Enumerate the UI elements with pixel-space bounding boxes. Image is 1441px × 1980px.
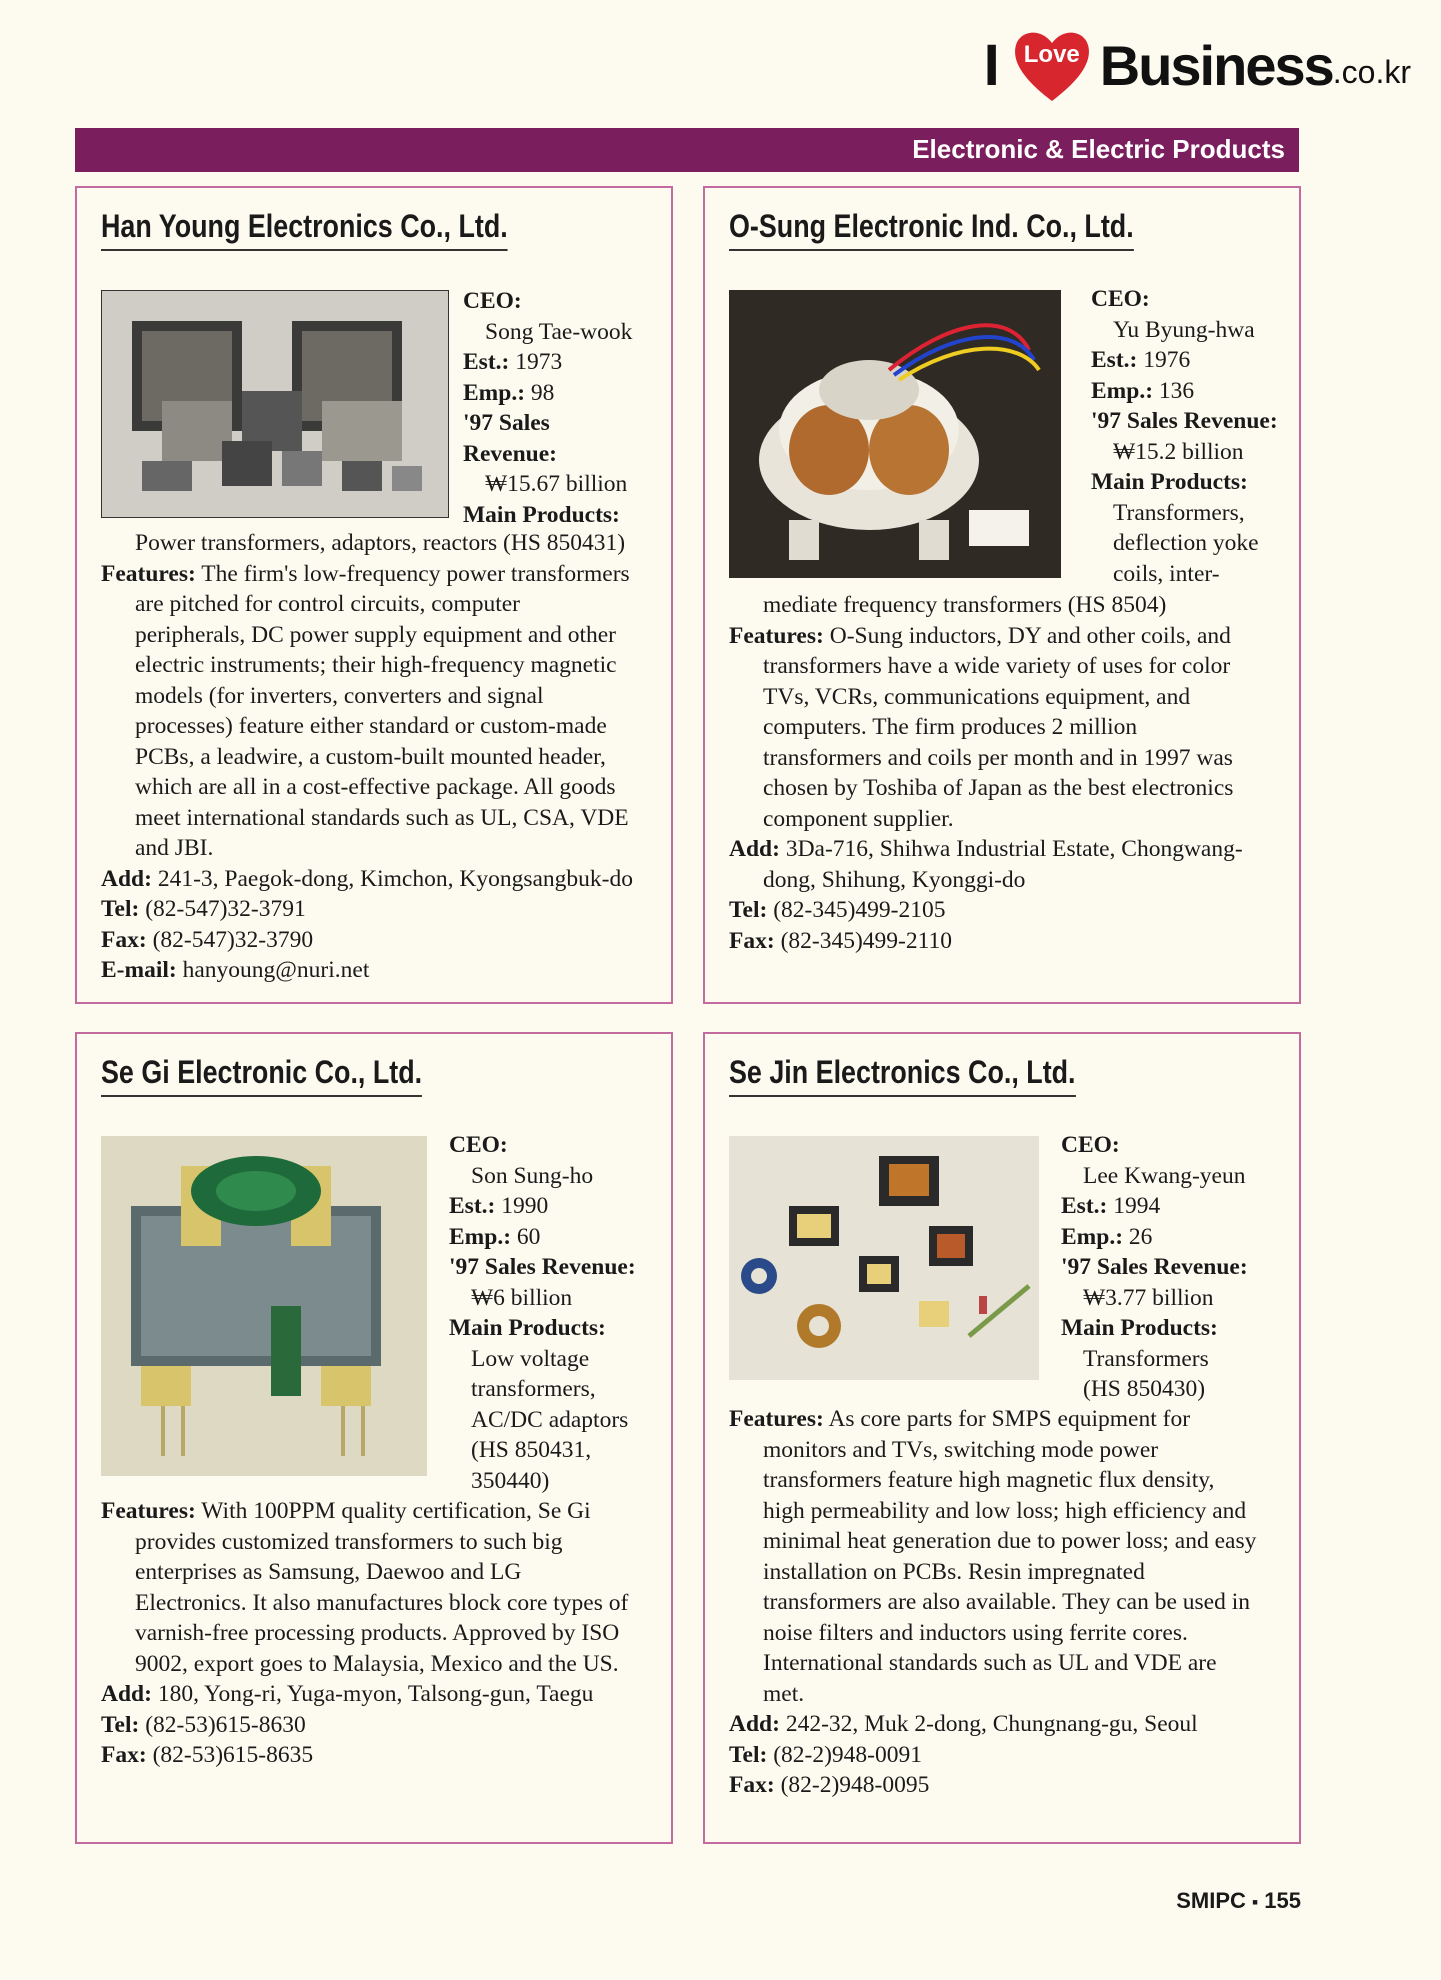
fax-value: (82-547)32-3790 bbox=[152, 926, 314, 953]
revenue-value: ₩15.2 billion bbox=[1113, 438, 1244, 465]
features-line: models (for inverters, converters and signal bbox=[135, 682, 544, 709]
emp-value: 26 bbox=[1128, 1223, 1153, 1250]
tel-label: Tel: bbox=[729, 1741, 768, 1768]
tel-label: Tel: bbox=[101, 1711, 140, 1738]
company-card-se-jin bbox=[703, 1032, 1301, 1844]
features-line: and JBI. bbox=[135, 835, 214, 861]
ceo-label: CEO: bbox=[463, 288, 522, 314]
features-line: met. bbox=[763, 1680, 805, 1707]
tel-value: (82-345)499-2105 bbox=[773, 897, 946, 923]
page-number: 155 bbox=[1264, 1888, 1301, 1913]
product-photo-deflection-yoke bbox=[729, 290, 1061, 578]
products-line: (HS 850431, bbox=[471, 1437, 592, 1463]
company-card-se-gi bbox=[75, 1032, 673, 1844]
features-label: Features: bbox=[729, 1406, 824, 1432]
company-name: Han Young Electronics Co., Ltd. bbox=[101, 208, 508, 251]
address-label: Add: bbox=[729, 1711, 780, 1737]
est-value: 1990 bbox=[501, 1193, 549, 1219]
est-value: 1973 bbox=[515, 349, 563, 375]
address-label: Add: bbox=[729, 836, 780, 862]
tel-value: (82-547)32-3791 bbox=[145, 896, 306, 922]
features-line: monitors and TVs, switching mode power bbox=[763, 1436, 1159, 1463]
products-line: AC/DC adaptors bbox=[471, 1406, 629, 1433]
features-line: O-Sung inductors, DY and other coils, and bbox=[829, 622, 1231, 649]
features-line: are pitched for control circuits, computer bbox=[135, 591, 520, 617]
features-line: noise filters and inductors using ferrite cores. bbox=[763, 1619, 1188, 1646]
products-line: deflection yoke bbox=[1113, 530, 1259, 556]
sales-label: '97 Sales Revenue: bbox=[1091, 408, 1278, 434]
sales-label: '97 Sales Revenue: bbox=[1061, 1254, 1248, 1280]
address-value-cont: dong, Shihung, Kyonggi-do bbox=[763, 866, 1026, 893]
features-line: installation on PCBs. Resin impregnated bbox=[763, 1558, 1145, 1585]
fax-label: Fax: bbox=[729, 1772, 775, 1798]
emp-label: Emp.: bbox=[449, 1223, 512, 1250]
address-label: Add: bbox=[101, 865, 152, 892]
features-line: peripherals, DC power supply equipment and other bbox=[135, 621, 616, 648]
features-label: Features: bbox=[729, 622, 824, 649]
features-line: 9002, export goes to Malaysia, Mexico and the US. bbox=[135, 1650, 619, 1677]
footer-separator: ▪ bbox=[1251, 1892, 1259, 1912]
features-label: Features: bbox=[101, 1498, 196, 1524]
features-line: TVs, VCRs, communications equipment, and bbox=[763, 683, 1191, 710]
ceo-value: Lee Kwang-yeun bbox=[1083, 1162, 1246, 1189]
features-line: transformers and coils per month and in 1997 was bbox=[763, 744, 1233, 771]
features-line: International standards such as UL and VDE are bbox=[763, 1650, 1217, 1676]
products-line: Transformers bbox=[1083, 1345, 1209, 1372]
features-line: which are all in a cost-effective package. All goods bbox=[135, 774, 616, 800]
company-card-han-young bbox=[75, 186, 673, 1004]
company-facts bbox=[449, 1130, 636, 1496]
tel-label: Tel: bbox=[101, 896, 140, 922]
emp-label: Emp.: bbox=[463, 379, 526, 406]
products-label: Main Products: bbox=[449, 1315, 606, 1341]
emp-value: 60 bbox=[516, 1223, 541, 1250]
features-line: As core parts for SMPS equipment for bbox=[828, 1406, 1191, 1432]
features-line: enterprises as Samsung, Daewoo and LG bbox=[135, 1559, 522, 1585]
features-line: Electronics. It also manufactures block core types of bbox=[135, 1589, 629, 1616]
ceo-label: CEO: bbox=[449, 1132, 508, 1158]
emp-value: 98 bbox=[530, 379, 555, 406]
features-line: transformers have a wide variety of uses for color bbox=[763, 653, 1231, 679]
email-label: E-mail: bbox=[101, 957, 177, 983]
ceo-value: Yu Byung-hwa bbox=[1113, 316, 1255, 343]
tel-value: (82-2)948-0091 bbox=[773, 1741, 922, 1768]
features-line: The firm's low-frequency power transformers bbox=[201, 560, 630, 587]
fax-value: (82-53)615-8635 bbox=[152, 1742, 314, 1768]
fax-label: Fax: bbox=[729, 927, 775, 954]
features-line: electric instruments; their high-frequency magnetic bbox=[135, 652, 617, 678]
features-line: With 100PPM quality certification, Se Gi bbox=[201, 1498, 591, 1524]
publication-name: SMIPC bbox=[1176, 1888, 1246, 1913]
company-description bbox=[729, 590, 1285, 956]
emp-label: Emp.: bbox=[1061, 1223, 1124, 1250]
products-line: Transformers, bbox=[1113, 499, 1245, 526]
product-photo-smps-transformers bbox=[729, 1136, 1039, 1380]
features-line: varnish-free processing products. Approved by ISO bbox=[135, 1620, 620, 1646]
address-value: 242-32, Muk 2-dong, Chungnang-gu, Seoul bbox=[785, 1711, 1198, 1737]
ceo-label: CEO: bbox=[1091, 286, 1150, 312]
features-line: transformers are also available. They can be used in bbox=[763, 1589, 1250, 1615]
brand-logo bbox=[984, 20, 1411, 110]
products-tail: mediate frequency transformers (HS 8504) bbox=[763, 592, 1167, 618]
company-name: Se Jin Electronics Co., Ltd. bbox=[729, 1054, 1076, 1097]
ceo-value: Son Sung-ho bbox=[471, 1162, 594, 1189]
features-line: high permeability and low loss; high efficiency and bbox=[763, 1497, 1247, 1524]
products-line: coils, inter- bbox=[1113, 560, 1220, 587]
features-line: chosen by Toshiba of Japan as the best electronics bbox=[763, 775, 1234, 801]
fax-label: Fax: bbox=[101, 926, 147, 953]
revenue-value: ₩15.67 billion bbox=[485, 471, 628, 497]
products-label: Main Products: bbox=[463, 501, 620, 528]
features-line: processes) feature either standard or custom-made bbox=[135, 713, 607, 739]
fax-label: Fax: bbox=[101, 1742, 147, 1768]
products-line: Low voltage bbox=[471, 1345, 590, 1372]
products-line: (HS 850430) bbox=[1083, 1376, 1206, 1402]
company-description bbox=[101, 528, 657, 986]
address-value: 3Da-716, Shihwa Industrial Estate, Chongwang- bbox=[785, 836, 1243, 862]
products-label: Main Products: bbox=[1091, 469, 1248, 495]
company-description bbox=[729, 1404, 1285, 1801]
product-photo-transformers bbox=[101, 290, 449, 518]
products-label: Main Products: bbox=[1061, 1315, 1218, 1341]
company-facts bbox=[1061, 1130, 1248, 1405]
logo-tld-text: .co.kr bbox=[1332, 53, 1411, 90]
revenue-value: ₩6 billion bbox=[471, 1284, 573, 1311]
address-label: Add: bbox=[101, 1681, 152, 1707]
sales-label-line1: '97 Sales bbox=[463, 410, 550, 436]
features-line: minimal heat generation due to power loss; and easy bbox=[763, 1528, 1257, 1554]
emp-value: 136 bbox=[1158, 377, 1195, 404]
features-line: provides customized transformers to such big bbox=[135, 1528, 563, 1555]
products-value: Power transformers, adaptors, reactors (HS 850431) bbox=[135, 530, 626, 556]
section-title: Electronic & Electric Products bbox=[912, 134, 1285, 164]
company-description bbox=[101, 1496, 657, 1771]
est-label: Est.: bbox=[1061, 1193, 1108, 1219]
emp-label: Emp.: bbox=[1091, 377, 1154, 404]
features-line: computers. The firm produces 2 million bbox=[763, 714, 1138, 740]
company-name: O-Sung Electronic Ind. Co., Ltd. bbox=[729, 208, 1134, 251]
company-name: Se Gi Electronic Co., Ltd. bbox=[101, 1054, 422, 1097]
tel-label: Tel: bbox=[729, 897, 768, 923]
address-value: 241-3, Paegok-dong, Kimchon, Kyongsangbuk-do bbox=[157, 865, 633, 892]
page-footer bbox=[1176, 1888, 1301, 1914]
logo-business-text: Business bbox=[1099, 33, 1333, 97]
sales-label-line2: Revenue: bbox=[463, 440, 557, 467]
ceo-value: Song Tae-wook bbox=[485, 318, 633, 345]
features-line: meet international standards such as UL, CSA, VDE bbox=[135, 804, 629, 831]
est-label: Est.: bbox=[1091, 347, 1138, 373]
heart-icon bbox=[1010, 23, 1094, 107]
company-card-o-sung bbox=[703, 186, 1301, 1004]
company-facts bbox=[1091, 284, 1278, 589]
ceo-label: CEO: bbox=[1061, 1132, 1120, 1158]
est-value: 1994 bbox=[1113, 1193, 1161, 1219]
logo-love-text: Love bbox=[1023, 41, 1080, 68]
email-value[interactable]: hanyoung@nuri.net bbox=[182, 957, 370, 983]
company-facts bbox=[463, 286, 632, 530]
products-line: 350440) bbox=[471, 1467, 550, 1494]
est-value: 1976 bbox=[1143, 347, 1191, 373]
tel-value: (82-53)615-8630 bbox=[145, 1711, 306, 1738]
product-photo-low-voltage-transformer bbox=[101, 1136, 427, 1476]
products-line: transformers, bbox=[471, 1376, 596, 1402]
fax-value: (82-345)499-2110 bbox=[780, 927, 952, 954]
sales-label: '97 Sales Revenue: bbox=[449, 1254, 636, 1280]
features-line: transformers feature high magnetic flux density, bbox=[763, 1467, 1215, 1493]
address-value: 180, Yong-ri, Yuga-myon, Talsong-gun, Taegu bbox=[157, 1681, 594, 1707]
features-line: PCBs, a leadwire, a custom-built mounted header, bbox=[135, 743, 606, 770]
logo-i-text: I bbox=[983, 32, 1000, 98]
est-label: Est.: bbox=[449, 1193, 496, 1219]
features-label: Features: bbox=[101, 560, 196, 587]
section-header-bar bbox=[75, 128, 1299, 172]
revenue-value: ₩3.77 billion bbox=[1083, 1284, 1214, 1311]
est-label: Est.: bbox=[463, 349, 510, 375]
features-line: component supplier. bbox=[763, 805, 954, 832]
fax-value: (82-2)948-0095 bbox=[780, 1772, 930, 1798]
